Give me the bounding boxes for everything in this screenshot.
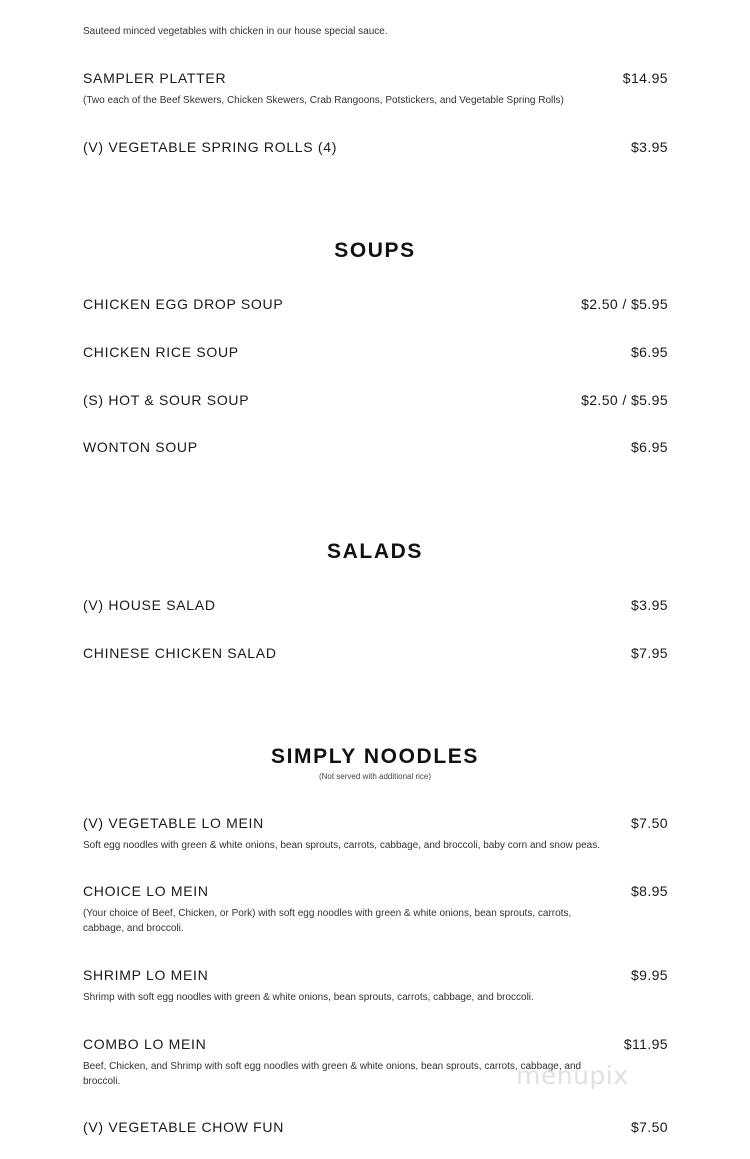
menu-item-price: $8.95: [630, 883, 668, 899]
menu-item-name: SAMPLER PLATTER: [83, 70, 227, 86]
menu-item-price: $2.50 / $5.95: [581, 392, 668, 408]
menu-item-price: $3.95: [630, 597, 668, 613]
item-description: Beef, Chicken, and Shrimp with soft egg noodles with green & white onions, bean sprouts, carrots, cabbage, and broccoli.: [83, 1061, 582, 1087]
item-description: (Your choice of Beef, Chicken, or Pork) with soft egg noodles with green & white onions, bean sprouts, carrots, cabbage, and broccoli.: [83, 908, 572, 934]
menu-item-price: $7.50: [630, 1119, 668, 1135]
menu-item-name: CHICKEN EGG DROP SOUP: [83, 296, 284, 312]
menu-item-name: CHOICE LO MEIN: [83, 883, 209, 899]
section-note: (Not served with additional rice): [318, 772, 432, 781]
menu-item-name: WONTON SOUP: [83, 439, 198, 455]
menu-item-name: (S) HOT & SOUR SOUP: [83, 392, 250, 408]
menu-item-name: (V) VEGETABLE SPRING ROLLS (4): [83, 139, 338, 155]
menu-item-name: CHICKEN RICE SOUP: [83, 344, 239, 360]
menu-item-price: $7.95: [630, 645, 668, 661]
menu-item-price: $6.95: [630, 439, 668, 455]
menu-item-price: $14.95: [622, 70, 668, 86]
menu-item-price: $7.50: [630, 815, 668, 831]
item-description: (Two each of the Beef Skewers, Chicken Skewers, Crab Rangoons, Potstickers, and Vegetable Spring Rolls): [83, 95, 564, 106]
item-description: Soft egg noodles with green & white onions, bean sprouts, carrots, cabbage, and broccoli, baby corn and snow peas.: [83, 840, 600, 851]
menu-item-name: COMBO LO MEIN: [83, 1036, 207, 1052]
menu-item-price: $9.95: [630, 967, 668, 983]
item-description: Shrimp with soft egg noodles with green & white onions, bean sprouts, carrots, cabbage, and broccoli.: [83, 992, 534, 1003]
menu-item-name: SHRIMP LO MEIN: [83, 967, 209, 983]
menu-item-price: $11.95: [623, 1036, 668, 1052]
section-title-salads: SALADS: [327, 540, 423, 563]
watermark: menupix: [516, 1061, 629, 1090]
item-description: Sauteed minced vegetables with chicken in our house special sauce.: [83, 26, 388, 37]
menu-item-price: $6.95: [630, 344, 668, 360]
menu-item-name: (V) VEGETABLE CHOW FUN: [83, 1119, 285, 1135]
menu-item-price: $3.95: [630, 139, 668, 155]
section-title-noodles: SIMPLY NOODLES: [271, 745, 479, 768]
menu-item-name: (V) HOUSE SALAD: [83, 597, 216, 613]
menu-item-price: $2.50 / $5.95: [581, 296, 668, 312]
section-title-soups: SOUPS: [334, 239, 416, 262]
menu-item-name: (V) VEGETABLE LO MEIN: [83, 815, 264, 831]
menu-item-name: CHINESE CHICKEN SALAD: [83, 645, 277, 661]
